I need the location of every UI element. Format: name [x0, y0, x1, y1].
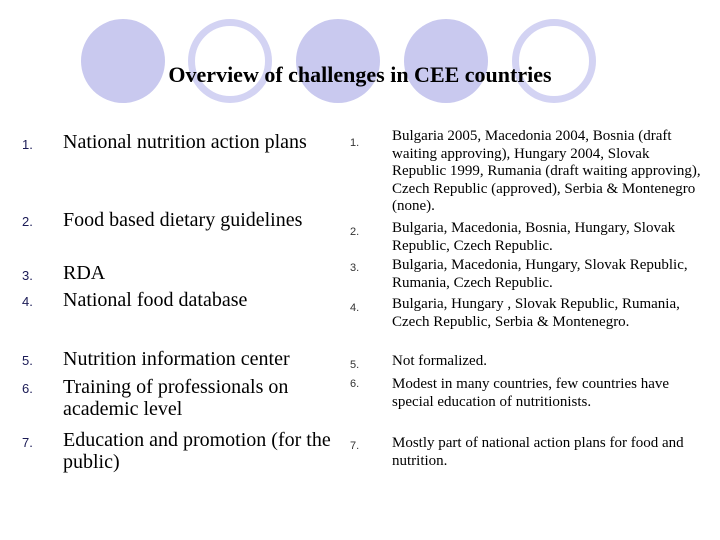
left-item-text: Education and promotion (for the public): [63, 429, 331, 473]
left-item-text: National nutrition action plans: [63, 131, 307, 153]
left-item-number: 1.: [22, 137, 33, 152]
left-item-number: 2.: [22, 214, 33, 229]
slide-title: Overview of challenges in CEE countries: [168, 62, 552, 87]
decor-ring-2: [512, 19, 596, 103]
left-item-number: 6.: [22, 381, 33, 396]
decor-circle-3: [404, 19, 488, 103]
right-item-number: 5.: [350, 359, 360, 371]
left-item-number: 3.: [22, 268, 33, 283]
left-item-text: Nutrition information center: [63, 348, 290, 370]
right-item-number: 1.: [350, 137, 360, 149]
decor-ring-1: [188, 19, 272, 103]
right-item-number: 2.: [350, 226, 360, 238]
right-item-text: Bulgaria, Macedonia, Hungary, Slovak Republic, Rumania, Czech Republic.: [392, 257, 688, 291]
right-item-text: Modest in many countries, few countries have special education of nutritionists.: [392, 376, 670, 410]
left-item-number: 7.: [22, 435, 33, 450]
right-item-text: Bulgaria, Hungary , Slovak Republic, Rumania, Czech Republic, Serbia & Montenegro.: [392, 296, 680, 330]
left-item-text: Training of professionals on academic level: [63, 376, 289, 420]
left-item-number: 5.: [22, 353, 33, 368]
right-item-number: 3.: [350, 262, 360, 274]
right-item-number: 4.: [350, 302, 360, 314]
left-item-text: Food based dietary guidelines: [63, 209, 303, 231]
decor-circle-1: [81, 19, 165, 103]
right-item-text: Mostly part of national action plans for food and nutrition.: [392, 435, 684, 469]
right-item-text: Bulgaria 2005, Macedonia 2004, Bosnia (draft waiting approving), Hungary 2004, Slovak Republic 1999, Rumania (draft waiting approving), Czech Republic (approved), Serbia & Montenegro (none).: [392, 128, 701, 214]
right-item-text: Not formalized.: [392, 353, 487, 369]
right-item-text: Bulgaria, Macedonia, Bosnia, Hungary, Slovak Republic, Czech Republic.: [392, 220, 676, 254]
left-item-text: RDA: [63, 262, 106, 284]
left-item-number: 4.: [22, 294, 33, 309]
right-item-number: 6.: [350, 378, 360, 390]
decor-circle-2: [296, 19, 380, 103]
right-item-number: 7.: [350, 440, 360, 452]
left-item-text: National food database: [63, 289, 248, 311]
